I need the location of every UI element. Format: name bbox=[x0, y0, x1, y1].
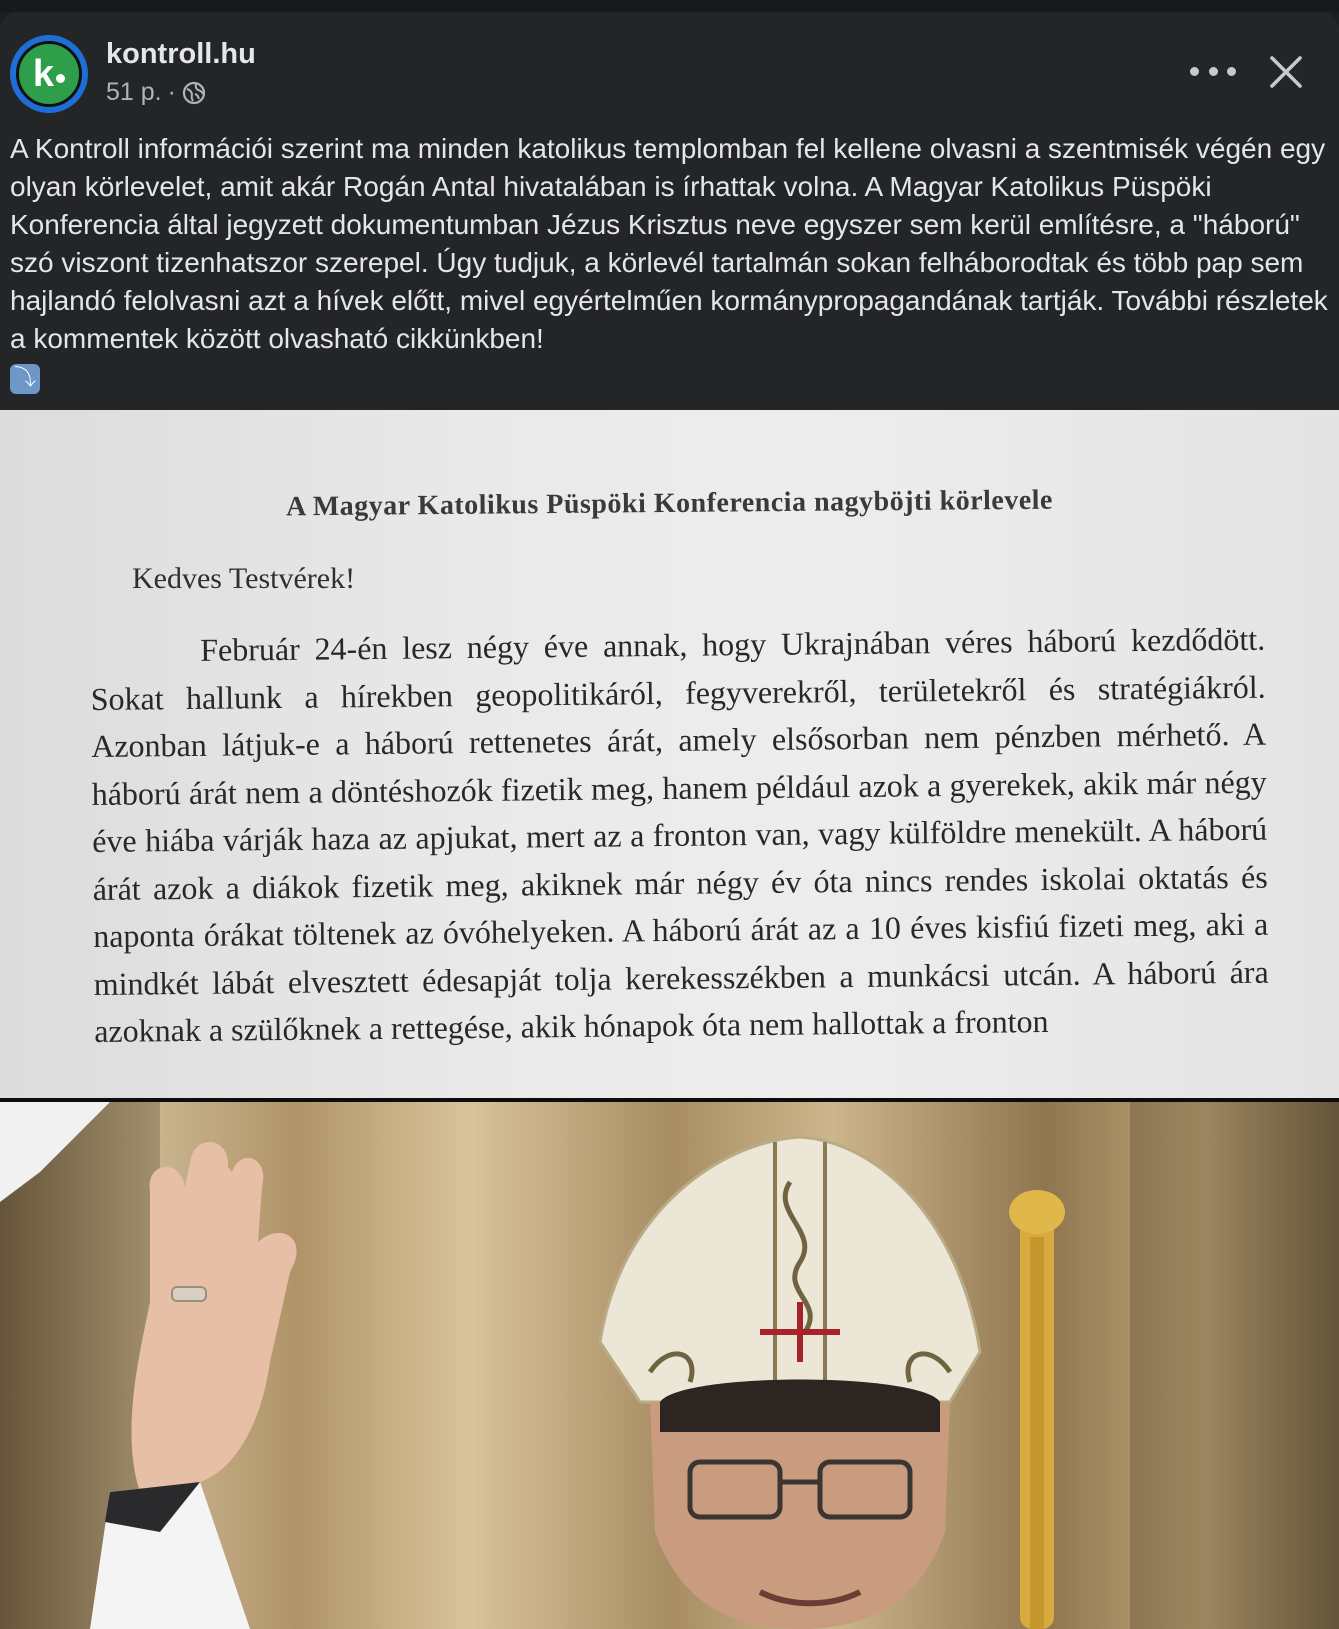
globe-icon bbox=[182, 81, 206, 105]
post-body: A Kontroll információi szerint ma minden katolikus templomban fel kellene olvasni a szentmisék végén egy olyan körlevelet, amit akár Rogán Antal hivatalában is írhattak volna. A Magyar Katolikus Püspöki Konferencia által jegyzett dokumentumban Jézus Krisztus neve egyszer sem kerül említésre, a "háború" szó viszont tizenhatszor szerepel. Úgy tudjuk, a körlevél tartalmán sokan felháborodtak és több pap sem hajlandó felolvasni azt a hívek előtt, mivel egyértelműen kormánypropagandának tartják. További részletek a kommentek között olvasható cikkünkben! bbox=[10, 133, 1328, 354]
bishop-photo[interactable] bbox=[0, 1102, 1339, 1629]
document-title: A Magyar Katolikus Püspöki Konferencia nagyböjti körlevele bbox=[285, 484, 1054, 523]
kontroll-logo bbox=[16, 41, 82, 107]
bishop-illustration bbox=[0, 1102, 1339, 1629]
more-options-icon bbox=[1209, 67, 1218, 76]
logo-letter: k bbox=[32, 53, 55, 95]
post-meta bbox=[106, 78, 206, 107]
logo-dot bbox=[56, 74, 65, 83]
more-options-icon bbox=[1190, 67, 1199, 76]
document-greeting: Kedves Testvérek! bbox=[132, 562, 356, 595]
more-options-icon bbox=[1227, 67, 1236, 76]
more-options-button[interactable] bbox=[1190, 56, 1236, 86]
letter-image[interactable] bbox=[0, 410, 1339, 1098]
top-strip bbox=[0, 0, 1339, 12]
close-icon[interactable] bbox=[1266, 52, 1306, 92]
meta-separator: · bbox=[167, 78, 176, 106]
post-text bbox=[10, 130, 1330, 396]
page-name-link[interactable]: kontroll.hu bbox=[106, 38, 256, 70]
document-paragraph: Február 24-én lesz négy éve annak, hogy Ukrajnában véres háború kezdődött. Sokat hallunk a hírekben geopolitikáról, fegyverekről, területekről és stratégiákról. Azonban látjuk-e a háború rettenetes árát, amely elsősorban nem pénzben mérhető. A háború árát nem a döntéshozók fizetik meg, hanem például azok a gyerekek, akik már négy éve hiába várják haza az apjukat, mert az a fronton van, vagy külföldre menekült. A háború árát azok a diákok fizetik meg, akiknek már négy év óta nincs rendes iskolai oktatás és naponta órákat töltenek az óvóhelyeken. A háború árát az a 10 éves kisfiú fizeti meg, aki a mindkét lábát elvesztett édesapját tolja kerekesszékben a munkácsi utcán. A háború ára azoknak a szülőknek a rettegése, akik hónapok óta nem hallottak a fronton bbox=[90, 620, 1269, 1049]
arrow-down-emoji: ⤵ bbox=[10, 364, 40, 394]
post-time[interactable]: 51 p. bbox=[106, 78, 162, 106]
page-avatar[interactable] bbox=[10, 35, 88, 113]
